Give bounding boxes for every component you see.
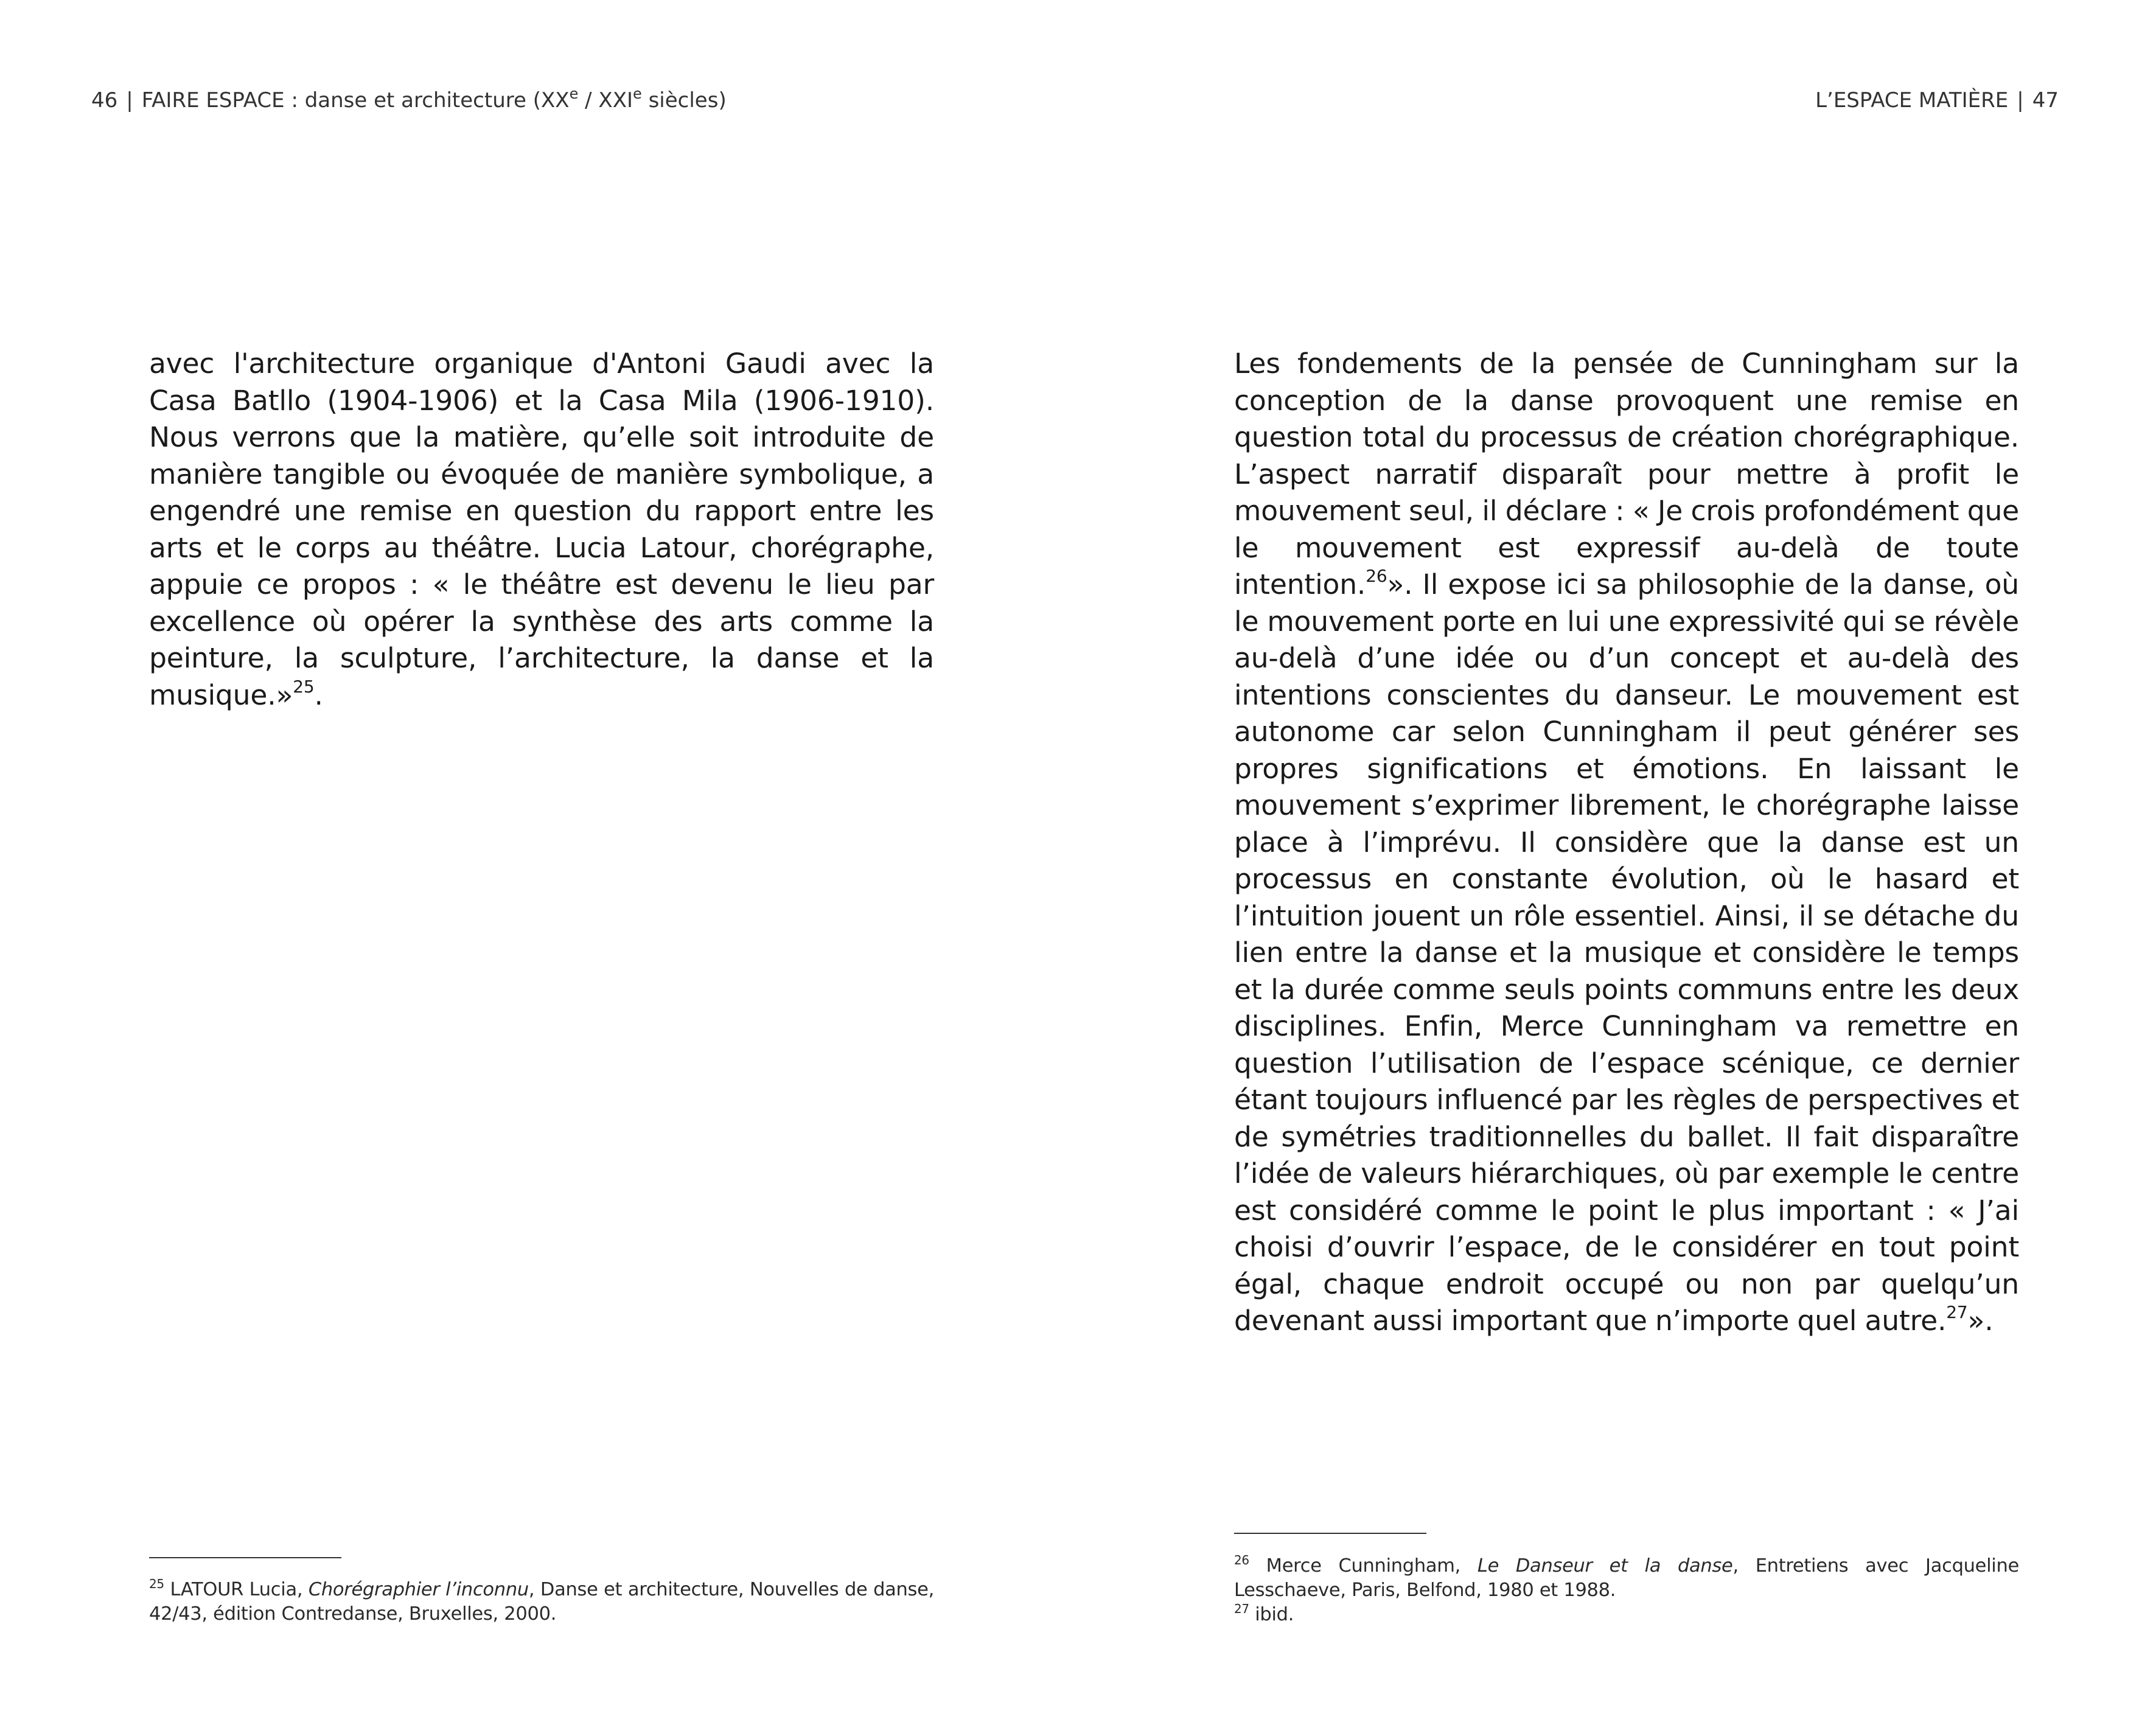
- header-separator: |: [2017, 88, 2024, 113]
- left-paragraph-text: avec l'architecture organique d'Antoni Gaudi avec la Casa Batllo (1904-1906) et la Casa Mila (1906-1910). Nous verrons que la matière, qu’elle soit introduite de manière tangible ou évoquée de manière symbolique, a engendré une remise en question du rapport entre les arts et le corps au théâtre. Lucia Latour, chorégraphe, appuie ce propos : « le théâtre est devenu le lieu par excellence où opérer la synthèse des arts comme la peinture, la sculpture, l’architecture, la danse et la musique.»: [149, 347, 934, 711]
- footnote-text: ibid.: [1249, 1604, 1294, 1625]
- footnote-text: , Danse et architecture, Nouvelles de danse, 42/43, édition Contredanse, Bruxelles, 2000.: [149, 1579, 935, 1625]
- right-running-header: [1815, 88, 2059, 113]
- footnote-26: [1234, 1554, 2019, 1603]
- footnote-ref-27: 27: [1946, 1302, 1968, 1322]
- footnote-ref-26: 26: [1366, 566, 1387, 586]
- right-paragraph-text: ». Il expose ici sa philosophie de la danse, où le mouvement porte en lui une expressivité qui se révèle au-delà d’une idée ou d’un concept et au-delà des intentions conscientes du danseur. Le mouvement est autonome car selon Cunningham il peut générer ses propres significations et émotions. En laissant le mouvement s’exprimer librement, le chorégraphe laisse place à l’imprévu. Il considère que la danse est un processus en constante évolution, où le hasard et l’intuition jouent un rôle essentiel. Ainsi, il se détache du lien entre la danse et la musique et considère le temps et la durée comme seuls points communs entre les deux disciplines. Enfin, Merce Cunningham va remettre en question l’utilisation de l’espace scénique, ce dernier étant toujours influencé par les règles de perspectives et de symétries traditionnelles du ballet. Il fait disparaître l’idée de valeurs hiérarchiques, où par exemple le centre est considéré comme le point le plus important : « J’ai choisi d’ouvrir l’espace, de le considérer en tout point égal, chaque endroit occupé ou non par quelqu’un devenant aussi important que n’importe quel autre.: [1234, 568, 2019, 1337]
- right-body-text: [1234, 346, 2019, 1340]
- right-page-number: 47: [2032, 88, 2059, 113]
- header-separator: |: [126, 88, 133, 113]
- right-paragraph-text: Les fondements de la pensée de Cunningham sur la conception de la danse provoquent une remise en question total du processus de création chorégraphique. L’aspect narratif disparaît pour mettre à profit le mouvement seul, il déclare : « Je crois profondément que le mouvement est expressif au-delà de toute intention.: [1234, 347, 2019, 601]
- right-paragraph-end: ».: [1967, 1305, 1994, 1337]
- left-paragraph: [149, 346, 934, 714]
- footnote-text: Merce Cunningham,: [1249, 1555, 1477, 1577]
- footnote-number: 26: [1234, 1553, 1249, 1567]
- right-paragraph: [1234, 346, 2019, 1340]
- left-body-text: [149, 346, 934, 714]
- footnote-ref-25: 25: [293, 676, 315, 697]
- footnote-italic-title: Le Danseur et la danse: [1477, 1555, 1733, 1577]
- left-page-number: 46: [91, 88, 118, 113]
- footnote-25: [149, 1578, 934, 1626]
- left-paragraph-end: .: [314, 678, 323, 711]
- section-title: L’ESPACE MATIÈRE: [1815, 88, 2009, 113]
- right-page: [1078, 0, 2156, 1725]
- book-title-sup-2: e: [633, 85, 642, 102]
- book-title: [141, 85, 727, 113]
- footnote-number: 25: [149, 1577, 164, 1591]
- footnote-text: LATOUR Lucia,: [164, 1579, 309, 1600]
- book-title-end: siècles): [641, 88, 727, 113]
- book-title-mid: / XXI: [578, 88, 633, 113]
- footnote-divider: [149, 1557, 341, 1558]
- footnote-text: , Entretiens avec Jacqueline Lesschaeve, Paris, Belfond, 1980 et 1988.: [1234, 1555, 2019, 1601]
- footnote-number: 27: [1234, 1601, 1249, 1616]
- right-footnotes: [1234, 1554, 2019, 1627]
- book-title-sup-1: e: [569, 85, 579, 102]
- left-running-header: [91, 85, 727, 113]
- footnote-italic-title: Chorégraphier l’inconnu: [308, 1579, 529, 1600]
- footnote-27: [1234, 1603, 2019, 1627]
- book-title-main: FAIRE ESPACE : danse et architecture (XX: [141, 88, 570, 113]
- footnote-divider: [1234, 1533, 1426, 1534]
- left-footnotes: [149, 1578, 934, 1626]
